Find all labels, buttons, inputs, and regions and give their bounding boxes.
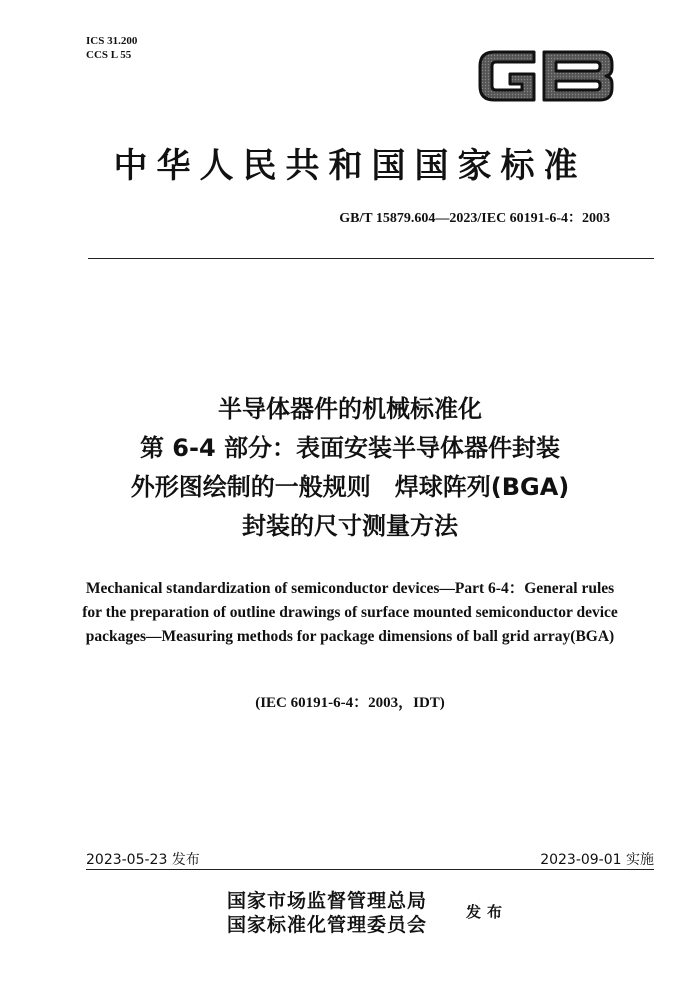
- issuing-authorities: [227, 889, 427, 937]
- chinese-title-line: 封装的尺寸测量方法: [242, 512, 458, 540]
- english-title-line: for the preparation of outline drawings of surface mounted semiconductor device: [82, 604, 618, 621]
- english-title-line: packages—Measuring methods for package dimensions of ball grid array(BGA): [85, 628, 615, 645]
- national-standard-title: 中华人民共和国国家标准: [113, 146, 587, 186]
- chinese-title-line: 第 6-4 部分：表面安装半导体器件封装: [139, 434, 561, 462]
- gb-logo: [472, 42, 620, 110]
- iec-reference: (IEC 60191-6-4：2003，IDT): [255, 695, 445, 711]
- publish-label: 发布: [466, 903, 509, 921]
- ics-code: ICS 31.200: [86, 35, 138, 47]
- header-divider: [88, 258, 654, 259]
- implementation-date: 2023-09-01 实施: [540, 852, 654, 868]
- english-title-line: Mechanical standardization of semiconductor devices—Part 6-4：General rules: [85, 580, 615, 597]
- classification-codes: [86, 34, 137, 62]
- issuer-name: 国家市场监督管理总局: [227, 890, 428, 912]
- chinese-title: [0, 390, 700, 546]
- chinese-title-line: 半导体器件的机械标准化: [218, 395, 482, 423]
- standard-number: GB/T 15879.604—2023/IEC 60191-6-4：2003: [339, 211, 610, 226]
- english-title: [0, 577, 700, 649]
- issue-date: 2023-05-23 发布: [86, 852, 200, 868]
- footer-divider: [86, 869, 654, 870]
- ccs-code: CCS L 55: [86, 49, 132, 61]
- issuer-name: 国家标准化管理委员会: [227, 914, 428, 936]
- chinese-title-line: 外形图绘制的一般规则 焊球阵列(BGA): [130, 473, 570, 501]
